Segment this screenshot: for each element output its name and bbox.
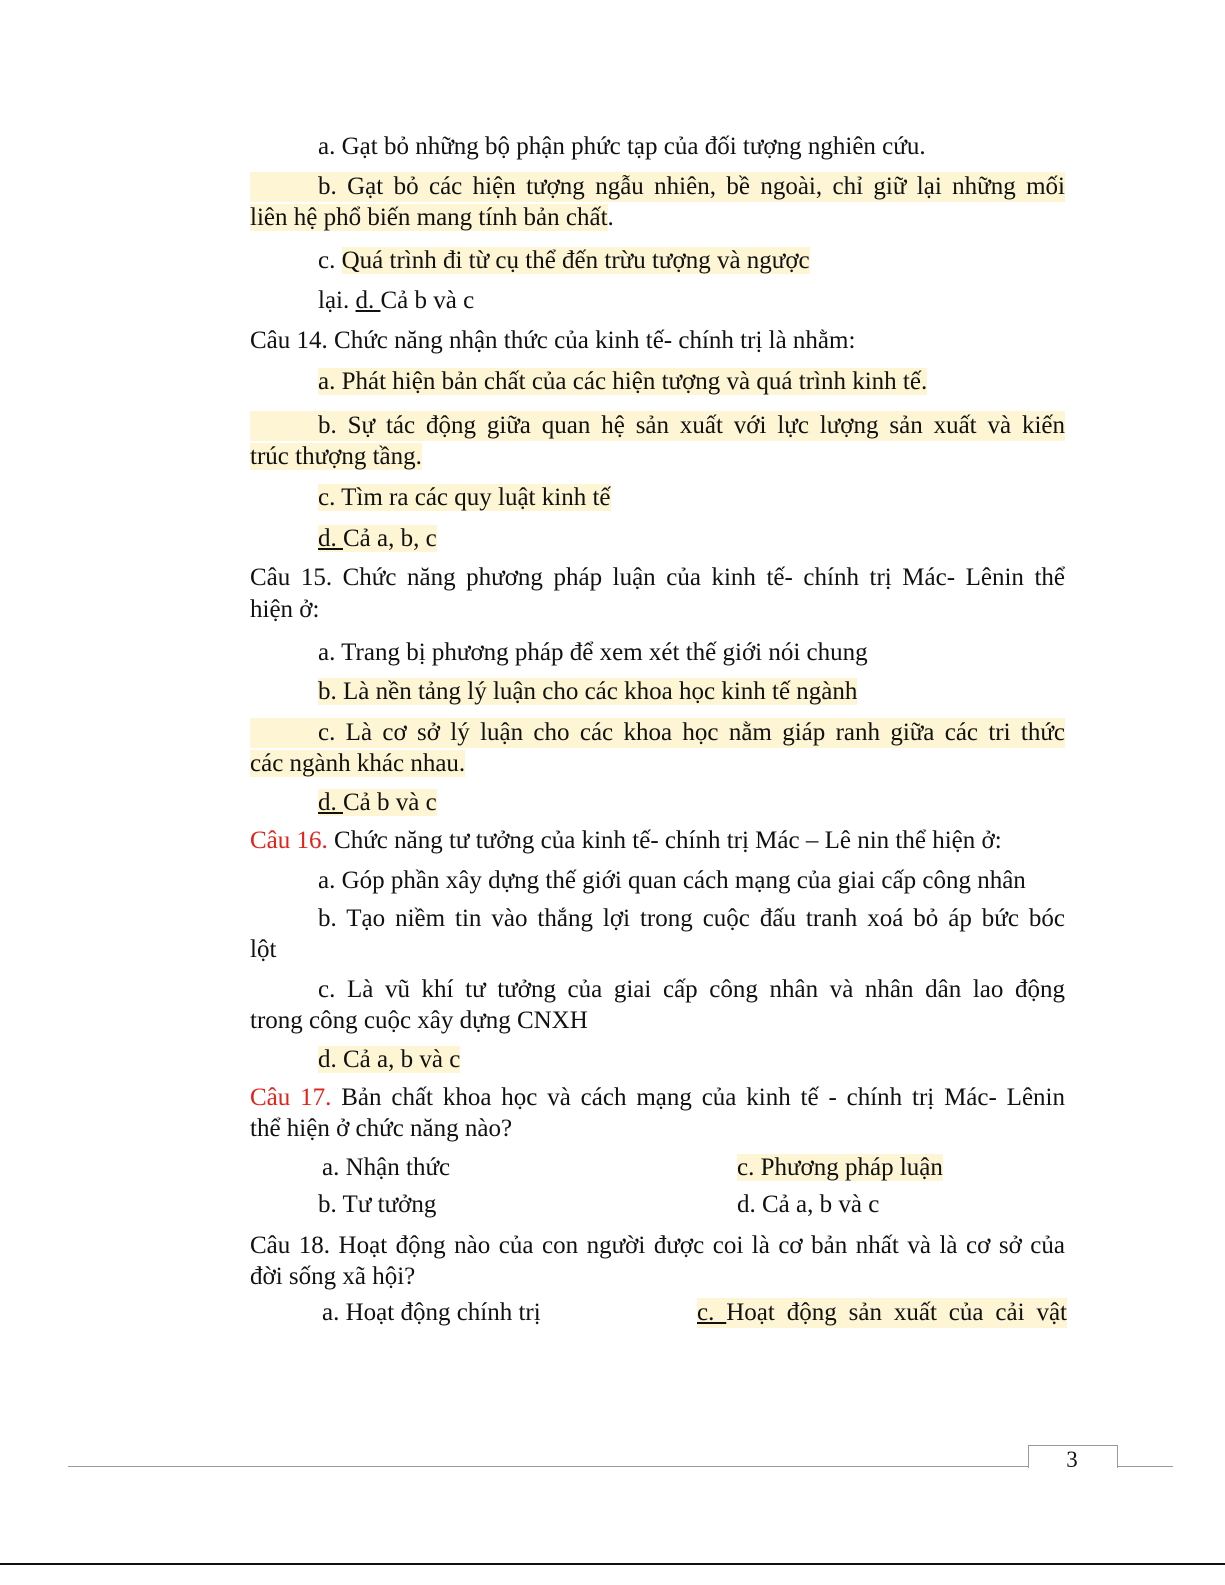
q16-label: Câu 16. [250,827,328,854]
q16-option-b [250,904,1065,934]
q14-option-d [318,524,437,554]
q14-option-b-line2-text: trúc thượng tầng. [250,443,422,470]
q17-question-text: Bản chất khoa học và cách mạng của kinh tế - chính trị Mác- Lênin [331,1084,1065,1111]
q18-option-c-body: Hoạt động sản xuất của cải vật [726,1299,1067,1326]
q15-option-a: a. Trang bị phương pháp để xem xét thế giới nói chung [318,639,868,666]
q16-option-d-text: d. Cả a, b và c [318,1046,461,1073]
q16-question [250,826,1002,856]
q17-question [250,1083,1065,1113]
q13-option-b-line1: b. Gạt bỏ các hiện tượng ngẫu nhiên, bề ngoài, chỉ giữ lại những mối [250,172,1065,202]
q18-question-line1: Câu 18. Hoạt động nào của con người được coi là cơ bản nhất và là cơ sở của [250,1232,1065,1259]
q13-option-c-line2: lại. [318,287,356,314]
q15-option-c-line1: c. Là cơ sở lý luận cho các khoa học nằm giáp ranh giữa các tri thức [250,718,1065,748]
q13-option-b [250,172,1065,202]
q14-option-d-letter: d. [318,525,343,552]
footer-divider [68,1466,1173,1467]
q17-option-b: b. Tư tưởng [318,1191,437,1218]
q14-option-b-line2 [250,442,422,472]
q14-option-b-line1: b. Sự tác động giữa quan hệ sản xuất với lực lượng sản xuất và kiến [250,411,1065,441]
q17-label: Câu 17. [250,1084,332,1111]
q17-question-line1 [250,1083,1065,1113]
q14-option-d-body: Cả a, b, c [343,525,437,552]
q15-option-b [318,677,857,707]
q18-option-c-text [697,1298,1067,1328]
q15-option-d-body: Cả b và c [343,789,437,816]
q18-option-c-letter: c. [697,1299,727,1326]
q14-option-c-text: c. Tìm ra các quy luật kinh tế [318,484,611,511]
q16-option-c [250,975,1065,1005]
q15-option-c [250,718,1065,748]
q13-option-d-letter: d. [355,287,381,314]
q13-option-b-period: . [607,204,614,231]
q17-option-d: d. Cả a, b và c [737,1191,880,1218]
q18-question [250,1231,1065,1261]
q13-option-c-text: Quá trình đi từ cụ thể đến trừu tượng và ngược [341,247,810,274]
q15-option-d-text [318,789,437,816]
q15-question-line1: Câu 15. Chức năng phương pháp luận của kinh tế- chính trị Mác- Lênin thể [250,564,1065,591]
page-bottom-edge [0,1563,1225,1565]
q13-option-b-line2-text: liên hệ phổ biến mang tính bản chất [250,204,608,231]
q14-option-b [250,411,1065,441]
q14-option-a-text: a. Phát hiện bản chất của các hiện tượng và quá trình kinh tế. [318,368,928,395]
q18-option-c [697,1298,1067,1328]
q18-option-a: a. Hoạt động chính trị [322,1299,541,1326]
q16-option-b-line1: b. Tạo niềm tin vào thắng lợi trong cuộc đấu tranh xoá bỏ áp bức bóc [318,905,1065,932]
q15-option-d [318,788,437,818]
q15-option-d-letter: d. [318,789,343,816]
q18-question-line2: đời sống xã hội? [250,1263,416,1290]
q17-option-c [737,1153,943,1183]
q15-question [250,563,1065,593]
q15-question-line2: hiện ở: [250,596,320,623]
q15-option-c-line2-text: các ngành khác nhau. [250,750,466,777]
q16-option-b-line2: lột [250,936,277,963]
q17-option-a: a. Nhận thức [322,1154,451,1181]
q13-option-d [318,286,474,316]
q14-option-c [318,483,611,513]
q15-option-b-text: b. Là nền tảng lý luận cho các khoa học kinh tế ngành [318,678,858,705]
q13-option-a: a. Gạt bỏ những bộ phận phức tạp của đối tượng nghiên cứu. [318,133,926,160]
q13-option-c [318,246,810,276]
q14-question: Câu 14. Chức năng nhận thức của kinh tế- chính trị là nhằm: [250,327,856,354]
q14-option-a [318,367,927,397]
q13-option-b-line2 [250,203,614,233]
q16-option-c-line1: c. Là vũ khí tư tưởng của giai cấp công nhân và nhân dân lao động [318,976,1065,1003]
q13-option-c-prefix: c. [318,247,342,274]
q14-option-d-text [318,525,437,552]
q17-question-line2: thể hiện ở chức năng nào? [250,1115,513,1142]
q16-option-a: a. Góp phần xây dựng thế giới quan cách mạng của giai cấp công nhân [318,867,1026,894]
q16-option-d [318,1045,460,1075]
q17-option-c-text: c. Phương pháp luận [737,1154,943,1181]
q16-option-c-line2: trong công cuộc xây dựng CNXH [250,1007,588,1034]
q16-question-text: Chức năng tư tưởng của kinh tế- chính trị Mác – Lê nin thể hiện ở: [327,827,1002,854]
q15-option-c-line2 [250,749,465,779]
q13-option-d-text: Cả b và c [380,287,475,314]
page-number: 3 [1066,1447,1078,1472]
